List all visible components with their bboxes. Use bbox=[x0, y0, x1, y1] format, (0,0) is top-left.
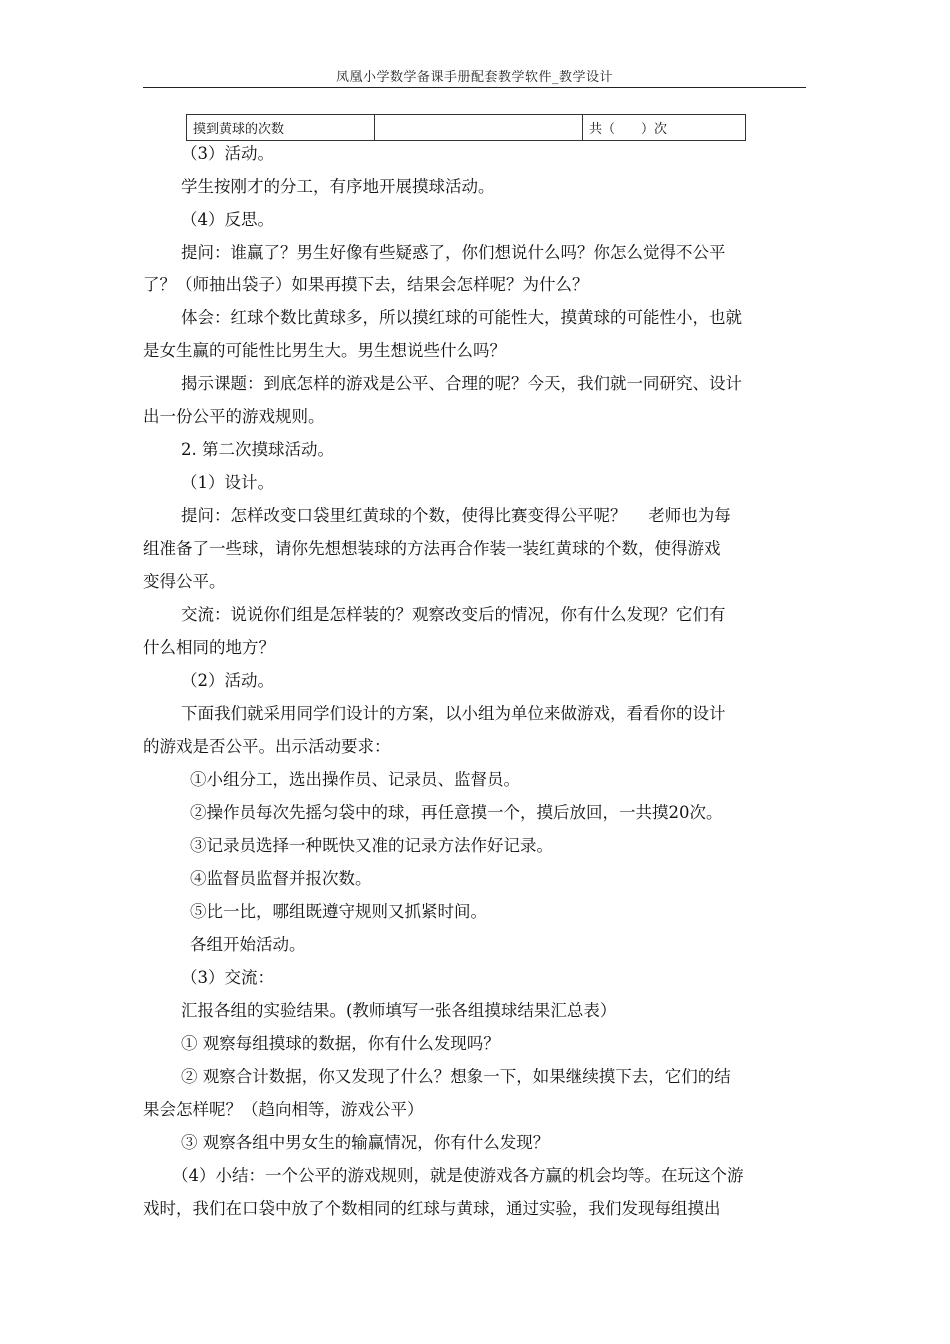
text-line: 出一份公平的游戏规则。 bbox=[143, 407, 325, 426]
text-line: 揭示课题：到底怎样的游戏是公平、合理的呢？今天，我们就一同研究、设计 bbox=[181, 374, 742, 393]
text-line: 果会怎样呢？（趋向相等，游戏公平） bbox=[143, 1100, 424, 1119]
text-line: ③ 观察各组中男女生的输赢情况，你有什么发现？ bbox=[181, 1133, 550, 1152]
text-line: （3）活动。 bbox=[181, 144, 274, 163]
text-line: 体会：红球个数比黄球多，所以摸红球的可能性大，摸黄球的可能性小，也就 bbox=[181, 308, 742, 327]
text-line: （4）反思。 bbox=[181, 210, 274, 229]
text-line: ⑤比一比，哪组既遵守规则又抓紧时间。 bbox=[190, 902, 487, 921]
text-line: ① 观察每组摸球的数据，你有什么发现吗？ bbox=[181, 1034, 500, 1053]
text-line: 变得公平。 bbox=[143, 572, 226, 591]
text-line: 学生按刚才的分工，有序地开展摸球活动。 bbox=[181, 177, 495, 196]
header-rule bbox=[143, 87, 806, 88]
text-line: 交流：说说你们组是怎样装的？观察改变后的情况，你有什么发现？它们有 bbox=[181, 605, 726, 624]
table-cell-blank bbox=[375, 115, 583, 141]
table-cell-total: 共（ ）次 bbox=[583, 115, 746, 141]
text-line: 汇报各组的实验结果。(教师填写一张各组摸球结果汇总表） bbox=[181, 1001, 617, 1020]
text-line: 提问：谁赢了？男生好像有些疑惑了，你们想说什么吗？你怎么觉得不公平 bbox=[181, 243, 726, 262]
text-line: （4）小结：一个公平的游戏规则，就是使游戏各方赢的机会均等。在玩这个游 bbox=[172, 1166, 744, 1185]
text-line: ④监督员监督并报次数。 bbox=[190, 869, 372, 888]
text-line: 下面我们就采用同学们设计的方案，以小组为单位来做游戏，看看你的设计 bbox=[181, 704, 726, 723]
page-header: 凤凰小学数学备课手册配套教学软件_教学设计 bbox=[335, 70, 613, 85]
text-line: ①小组分工，选出操作员、记录员、监督员。 bbox=[190, 770, 520, 789]
text-line: ② 观察合计数据，你又发现了什么？想象一下，如果继续摸下去，它们的结 bbox=[181, 1067, 731, 1086]
text-line: 了？（师抽出袋子）如果再摸下去，结果会怎样呢？为什么？ bbox=[143, 275, 589, 294]
text-line: ③记录员选择一种既快又准的记录方法作好记录。 bbox=[190, 836, 553, 855]
text-line: 是女生赢的可能性比男生大。男生想说些什么吗？ bbox=[143, 341, 506, 360]
text-line: 的游戏是否公平。出示活动要求： bbox=[143, 737, 391, 756]
text-line: 2. 第二次摸球活动。 bbox=[181, 440, 334, 459]
table-row bbox=[187, 115, 746, 141]
text-line: 提问：怎样改变口袋里红黄球的个数，使得比赛变得公平呢？ 老师也为每 bbox=[181, 506, 731, 525]
tally-table bbox=[186, 114, 746, 141]
text-line: （1）设计。 bbox=[181, 473, 274, 492]
text-line: 什么相同的地方？ bbox=[143, 638, 275, 657]
text-line: 组准备了一些球，请你先想想装球的方法再合作装一装红黄球的个数，使得游戏 bbox=[143, 539, 721, 558]
text-line: ②操作员每次先摇匀袋中的球，再任意摸一个，摸后放回，一共摸20次。 bbox=[190, 803, 723, 822]
text-line: （2）活动。 bbox=[181, 671, 274, 690]
text-line: 各组开始活动。 bbox=[190, 935, 306, 954]
text-line: 戏时，我们在口袋中放了个数相同的红球与黄球，通过实验，我们发现每组摸出 bbox=[143, 1199, 721, 1218]
text-line: （3）交流： bbox=[181, 968, 274, 987]
table-cell-label: 摸到黄球的次数 bbox=[187, 115, 375, 141]
